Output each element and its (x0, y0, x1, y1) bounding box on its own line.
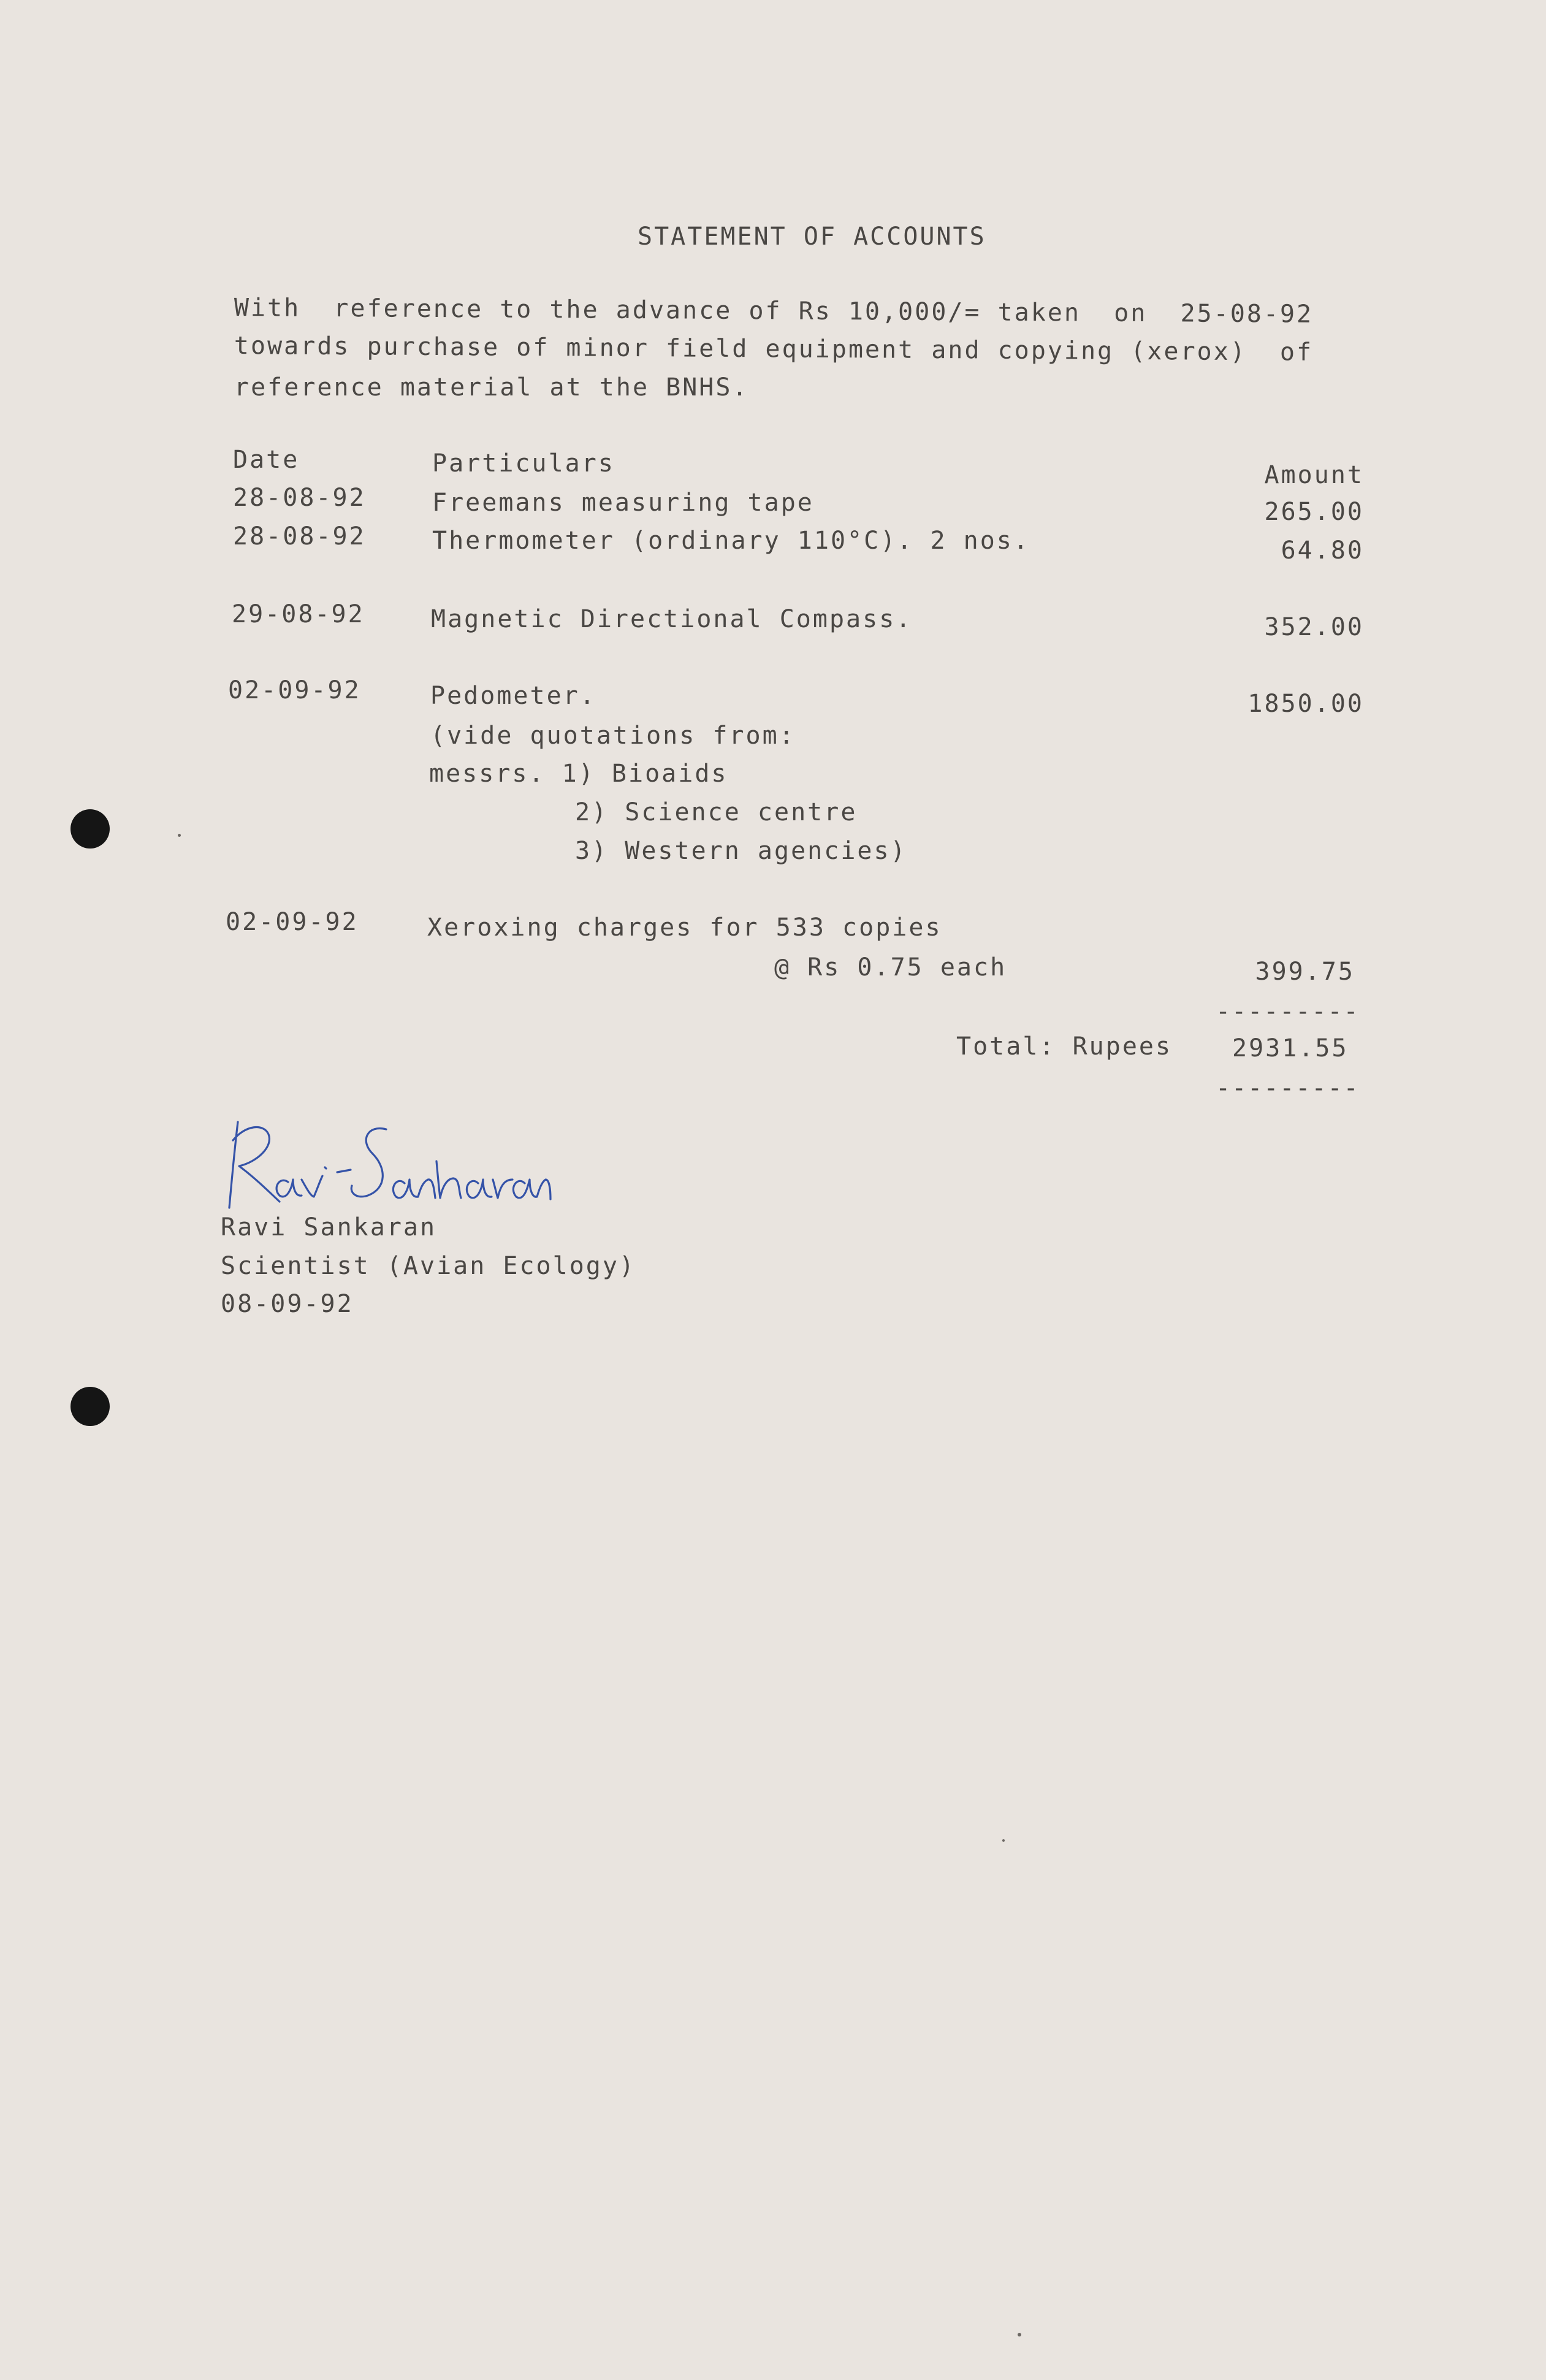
row-2-amount: 64.80 (1281, 536, 1364, 565)
row-2-particulars: Thermometer (ordinary 110°C). 2 nos. (432, 527, 1030, 555)
row-4-note-3: 2) Science centre (575, 798, 858, 826)
row-3-amount: 352.00 (1264, 613, 1364, 641)
row-1-particulars: Freemans measuring tape (432, 489, 814, 517)
total-rule-bottom: --------- (1216, 1074, 1360, 1102)
row-5-date: 02-09-92 (226, 908, 359, 936)
row-1-amount: 265.00 (1264, 498, 1364, 526)
signatory-name: Ravi Sankaran (221, 1213, 437, 1241)
total-label: Total: Rupees (956, 1032, 1173, 1061)
row-2-date: 28-08-92 (233, 522, 366, 551)
handwritten-signature (221, 1116, 552, 1220)
row-4-note-1: (vide quotations from: (430, 722, 796, 750)
row-4-particulars: Pedometer. (430, 682, 596, 710)
punch-hole-top (70, 809, 110, 849)
header-amount: Amount (1264, 461, 1364, 489)
total-value: 2931.55 (1232, 1034, 1349, 1062)
total-rule-top: --------- (1216, 997, 1360, 1026)
paper-speck (1018, 2333, 1021, 2336)
paper-speck (1002, 1839, 1005, 1842)
row-4-amount: 1850.00 (1247, 690, 1364, 718)
header-date: Date (233, 446, 300, 474)
signatory-designation: Scientist (Avian Ecology) (221, 1252, 636, 1280)
paper-speck (178, 834, 181, 837)
row-4-note-2: messrs. 1) Bioaids (429, 760, 728, 788)
row-4-date: 02-09-92 (228, 676, 361, 704)
intro-line-2: towards purchase of minor field equipment and copying (xerox) of (234, 332, 1314, 367)
row-3-particulars: Magnetic Directional Compass. (431, 605, 913, 633)
row-3-date: 29-08-92 (232, 600, 365, 628)
row-1-date: 28-08-92 (233, 484, 366, 512)
row-5-particulars: Xeroxing charges for 533 copies (427, 913, 942, 942)
signature-date: 08-09-92 (221, 1290, 354, 1318)
header-particulars: Particulars (432, 449, 615, 478)
intro-line-1: With reference to the advance of Rs 10,000/= taken on 25-08-92 (234, 294, 1314, 329)
intro-line-3: reference material at the BNHS. (234, 373, 749, 402)
row-4-note-4: 3) Western agencies) (575, 837, 907, 865)
document-title: STATEMENT OF ACCOUNTS (638, 223, 986, 251)
punch-hole-bottom (70, 1387, 110, 1426)
row-5-rate: @ Rs 0.75 each (774, 953, 1007, 982)
row-5-amount: 399.75 (1255, 958, 1355, 986)
